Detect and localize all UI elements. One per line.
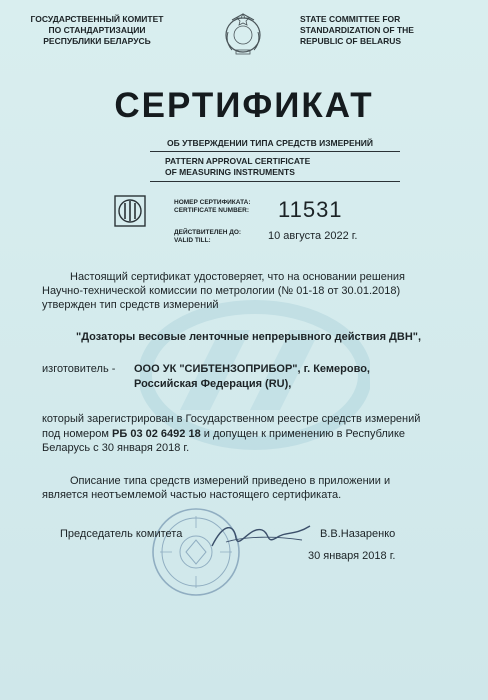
- issuer-ru-line: ПО СТАНДАРТИЗАЦИИ: [48, 25, 146, 35]
- gosstandart-logo-icon: [114, 195, 146, 227]
- divider-line: [150, 181, 400, 182]
- handwritten-signature: [206, 516, 316, 556]
- body-line: является неотъемлемой частью настоящего сертификата.: [42, 489, 342, 501]
- issuer-en-line: STANDARDIZATION OF THE: [300, 25, 414, 35]
- label-line: НОМЕР СЕРТИФИКАТА:: [174, 199, 251, 206]
- valid-till-label: [174, 229, 241, 245]
- manufacturer-name: ООО УК "СИБТЕНЗОПРИБОР", г. Кемерово,: [134, 363, 370, 375]
- manufacturer-label: изготовитель -: [42, 363, 116, 375]
- label-line: VALID TILL:: [174, 237, 211, 244]
- certificate-number: 11531: [278, 197, 343, 222]
- issuer-name-ru: [12, 14, 182, 47]
- manufacturer-country: Российская Федерация (RU),: [134, 378, 292, 390]
- signatory-position: Председатель комитета: [60, 528, 183, 540]
- label-line: ДЕЙСТВИТЕЛЕН ДО:: [174, 229, 242, 236]
- issuer-name-en: [300, 14, 470, 47]
- body-line: утвержден тип средств измерений: [42, 299, 219, 311]
- registry-number: РБ 03 02 6492 18: [112, 428, 201, 440]
- issuer-ru-line: ГОСУДАРСТВЕННЫЙ КОМИТЕТ: [30, 14, 164, 24]
- issuer-en-line: STATE COMMITTEE FOR: [300, 14, 401, 24]
- instrument-name: "Дозаторы весовые ленточные непрерывного действия ДВН",: [76, 331, 422, 343]
- divider-line: [150, 151, 400, 152]
- body-line: Описание типа средств измерений приведено в приложении и: [70, 475, 391, 487]
- body-line: Настоящий сертификат удостоверяет, что на основании решения: [70, 271, 406, 283]
- issuer-en-line: REPUBLIC OF BELARUS: [300, 36, 402, 46]
- subtitle-en: [165, 156, 385, 178]
- signature-date: 30 января 2018 г.: [308, 550, 396, 562]
- document-title: СЕРТИФИКАТ: [114, 86, 374, 125]
- valid-till-date: 10 августа 2022 г.: [268, 230, 358, 242]
- subtitle-ru: ОБ УТВЕРЖДЕНИИ ТИПА СРЕДСТВ ИЗМЕРЕНИЙ: [167, 138, 373, 148]
- body-line: Научно-технической комиссии по метрологии (№ 01-18 от 30.01.2018): [42, 285, 401, 297]
- certificate-number-label: [174, 199, 251, 215]
- body-line: который зарегистрирован в Государственном реестре средств измерений: [42, 413, 421, 425]
- body-line: [42, 427, 405, 441]
- signatory-name: В.В.Назаренко: [320, 528, 396, 540]
- body-text-segment: под номером: [42, 428, 109, 440]
- label-line: CERTIFICATE NUMBER:: [174, 207, 249, 214]
- body-text-segment: и допущен к применению в Республике: [203, 428, 405, 440]
- body-line: Беларусь с 30 января 2018 г.: [42, 442, 190, 454]
- subtitle-en-line: PATTERN APPROVAL CERTIFICATE: [165, 156, 311, 166]
- subtitle-en-line: OF MEASURING INSTRUMENTS: [165, 167, 295, 177]
- belarus-coat-of-arms-icon: [222, 12, 264, 56]
- issuer-ru-line: РЕСПУБЛИКИ БЕЛАРУСЬ: [43, 36, 151, 46]
